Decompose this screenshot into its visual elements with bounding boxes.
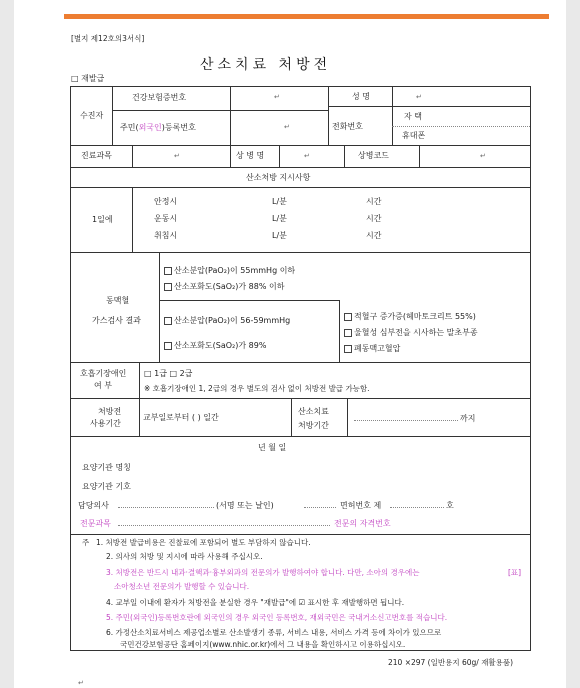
- pulmonary-hypertension-option[interactable]: 폐동맥고혈압: [344, 344, 400, 354]
- therapy-period-until: 까지: [460, 414, 476, 423]
- pao2-56-59-option[interactable]: 산소분압(PaO₂)이 56-59mmHg: [164, 316, 290, 326]
- erythrocytosis-option[interactable]: 적혈구 증가증(헤마토크리트 55%): [344, 312, 476, 322]
- institution-code-label: 요양기관 기호: [82, 482, 131, 491]
- erythrocytosis-checkbox[interactable]: [344, 313, 352, 321]
- department-label: 진료과목: [81, 151, 112, 160]
- mobile-phone-label: 휴대폰: [402, 131, 426, 140]
- license-number-suffix: 호: [446, 501, 454, 510]
- document-title: 산소치료 처방전: [200, 57, 332, 73]
- note-2: 2. 의사의 처방 및 지시에 따라 사용해 주십시오.: [106, 552, 263, 561]
- therapy-period-label-1: 산소치료: [298, 407, 329, 416]
- edema-checkbox[interactable]: [344, 329, 352, 337]
- resident-number-label: 주민(외국인)등록번호: [120, 123, 196, 132]
- state-sleep: 취침시: [154, 231, 178, 240]
- sao2-89-checkbox[interactable]: [164, 342, 172, 350]
- department-field[interactable]: ↵: [174, 152, 180, 160]
- rest-lmin-unit: L/분: [272, 197, 287, 206]
- per-day-label: 1일에: [92, 215, 113, 224]
- sao2-88-option[interactable]: 산소포화도(SaO₂)가 88% 이하: [164, 282, 284, 292]
- header-accent-bar: [64, 14, 549, 19]
- issue-period-label-1: 처방전: [98, 407, 122, 416]
- disability-grade-options[interactable]: □ 1급 □ 2급: [144, 369, 193, 378]
- state-rest: 안정시: [154, 197, 178, 206]
- notes-label: 주: [82, 538, 90, 547]
- home-phone-label: 자 택: [404, 112, 422, 121]
- rest-hours-unit: 시간: [366, 197, 382, 206]
- sleep-lmin-unit: L/분: [272, 231, 287, 240]
- sao2-88-checkbox[interactable]: [164, 283, 172, 291]
- license-number-label: 면허번호 제: [340, 501, 382, 510]
- signature-hint: (서명 또는 날인): [216, 501, 274, 510]
- issue-date[interactable]: 년 월 일: [258, 443, 287, 452]
- specialty-label: 전문과목: [80, 519, 111, 528]
- disease-name-label: 상 병 명: [236, 151, 265, 160]
- name-field[interactable]: ↵: [416, 93, 422, 101]
- resident-number-field[interactable]: ↵: [284, 123, 290, 131]
- pao2-55-checkbox[interactable]: [164, 267, 172, 275]
- note-3-line-1: 3. 처방전은 반드시 내과·결핵과·흉부외과의 전문의가 발행하여야 합니다. 다만, 소아의 경우에는: [106, 568, 420, 577]
- disability-label-2: 여 부: [94, 381, 112, 390]
- insurance-number-field[interactable]: ↵: [274, 93, 280, 101]
- disability-label-1: 호흡기장애인: [80, 369, 127, 378]
- note-1: 1. 처방전 발급비용은 진찰료에 포함되어 별도 부담하지 않습니다.: [96, 538, 311, 547]
- pulmonary-hypertension-checkbox[interactable]: [344, 345, 352, 353]
- note-3-line-2: 소아청소년 전문의가 발행할 수 있습니다.: [114, 582, 250, 591]
- note-6-line-1: 6. 가정산소치료서비스 제공업소별로 산소발생기 종류, 서비스 내용, 서비스 가격 등에 차이가 있으므로: [106, 628, 442, 637]
- state-exercise: 운동시: [154, 214, 178, 223]
- patient-section-label: 수진자: [80, 111, 104, 120]
- pao2-55-option[interactable]: 산소분압(PaO₂)이 55mmHg 이하: [164, 266, 295, 276]
- disease-code-label: 상병코드: [358, 151, 389, 160]
- issue-period-text[interactable]: 교부일로부터 ( ) 일간: [143, 413, 219, 422]
- note-3-table-mark: [표]: [508, 568, 522, 577]
- therapy-period-label-2: 처방기간: [298, 421, 329, 430]
- institution-name-label: 요양기관 명칭: [82, 463, 131, 472]
- pao2-56-59-checkbox[interactable]: [164, 317, 172, 325]
- doctor-label: 담당의사: [78, 501, 109, 510]
- disease-name-field[interactable]: ↵: [304, 152, 310, 160]
- phone-label: 전화번호: [332, 122, 363, 131]
- reissue-checkbox[interactable]: □ 재발급: [71, 74, 105, 83]
- insurance-number-label: 건강보험증번호: [132, 93, 187, 102]
- blood-gas-label-2: 가스검사 결과: [92, 316, 141, 325]
- exercise-hours-unit: 시간: [366, 214, 382, 223]
- document-page: [14, 0, 566, 688]
- blood-gas-label-1: 동맥혈: [106, 296, 130, 305]
- sao2-89-option[interactable]: 산소포화도(SaO₂)가 89%: [164, 341, 266, 351]
- sleep-hours-unit: 시간: [366, 231, 382, 240]
- paper-size-note: 210 ×297 (일반용지 60g/ 재활용품): [388, 658, 514, 667]
- disability-note: ※ 호흡기장애인 1, 2급의 경우 별도의 검사 없이 처방전 발급 가능함.: [144, 384, 370, 393]
- name-label: 성 명: [352, 92, 370, 101]
- note-6-line-2: 국민건강보험공단 홈페이지(www.nhic.or.kr)에서 그 내용을 확인하시고 이용하십시오.: [120, 640, 406, 649]
- form-number: [별지 제12호의3서식]: [71, 34, 145, 43]
- disease-code-field[interactable]: ↵: [480, 152, 486, 160]
- edema-option[interactable]: 울혈성 심부전을 시사하는 말초부종: [344, 328, 478, 338]
- specialist-qualification-label: 전문의 자격번호: [334, 519, 391, 528]
- note-5: 5. 주민(외국인)등록번호란에 외국인의 경우 외국인 등록번호, 재외국민은 국내거소신고번호를 적습니다.: [106, 613, 448, 622]
- instruction-header: 산소처방 지시사항: [246, 173, 311, 182]
- note-4: 4. 교부일 이내에 환자가 처방전을 분실한 경우 "재발급"에 ☑ 표시한 후 재발행하면 됩니다.: [106, 598, 405, 607]
- issue-period-label-2: 사용기간: [90, 419, 121, 428]
- paragraph-mark: ↵: [78, 679, 84, 687]
- exercise-lmin-unit: L/분: [272, 214, 287, 223]
